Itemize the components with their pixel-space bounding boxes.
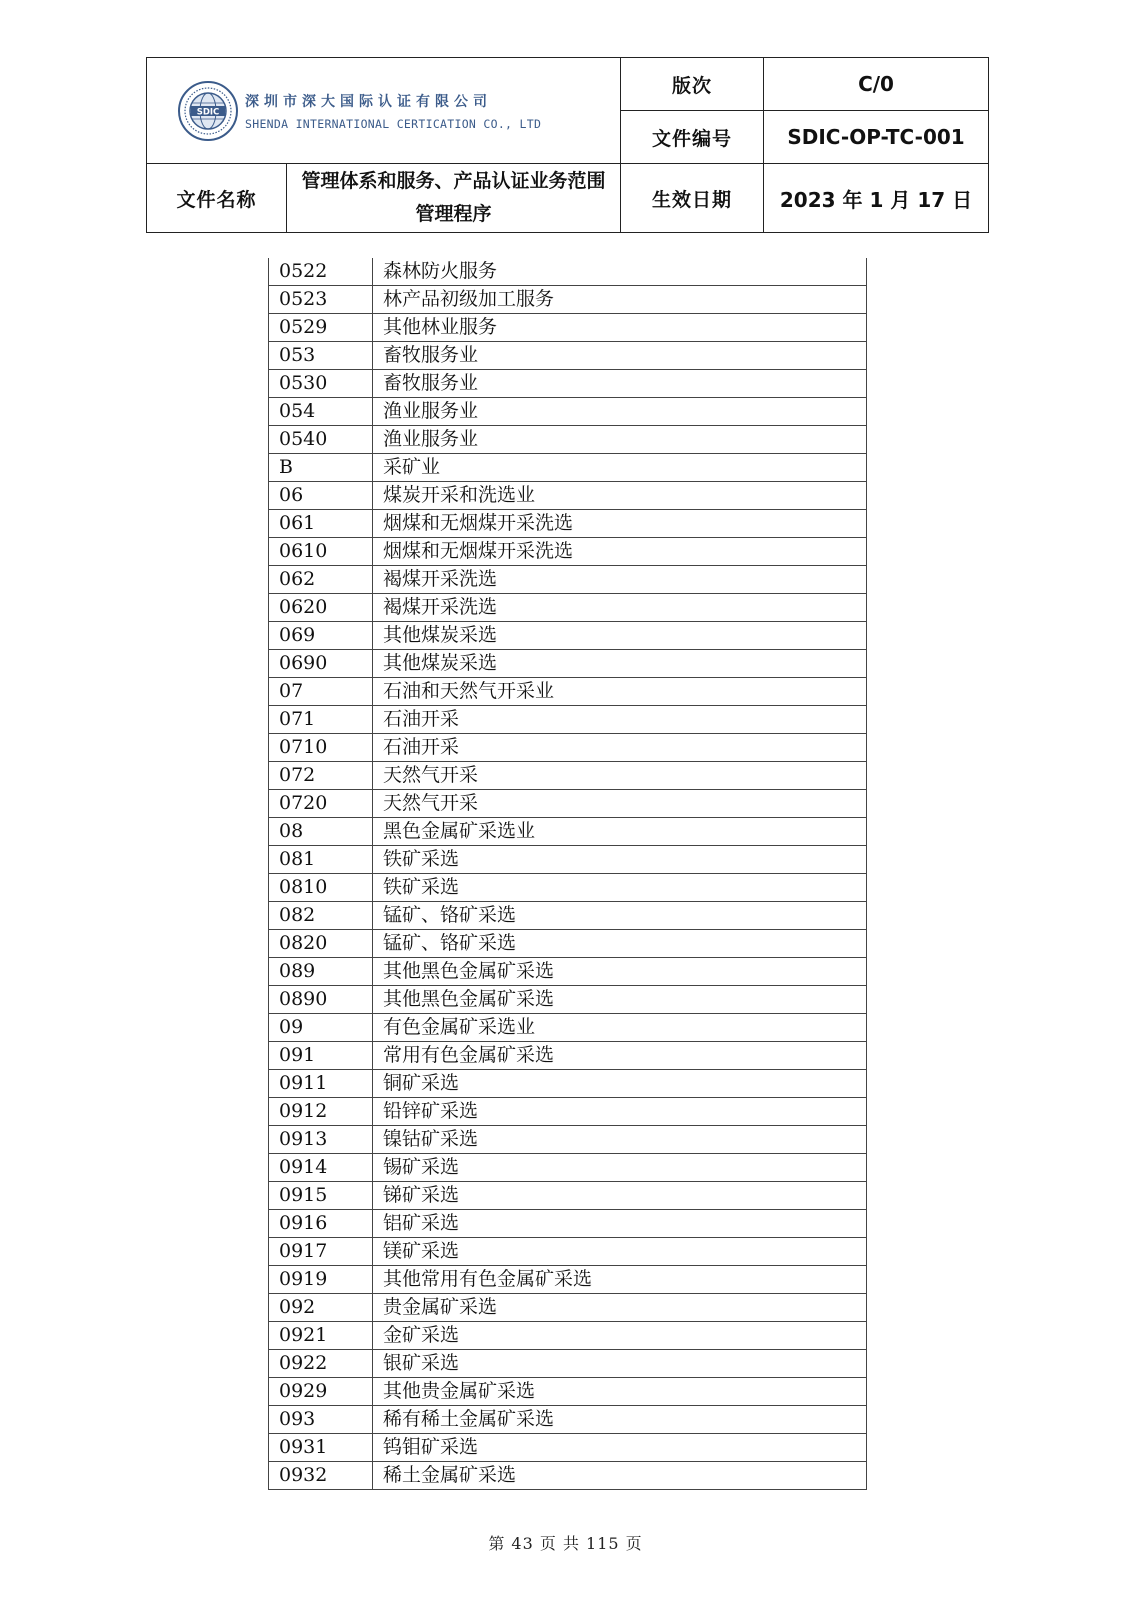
industry-name: 天然气开采 <box>373 762 867 790</box>
industry-code-table <box>268 258 867 1490</box>
industry-name: 渔业服务业 <box>373 398 867 426</box>
industry-name: 畜牧服务业 <box>373 342 867 370</box>
industry-name: 煤炭开采和洗选业 <box>373 482 867 510</box>
version-label: 版次 <box>621 58 764 111</box>
industry-code: 054 <box>269 398 373 426</box>
industry-code: 081 <box>269 846 373 874</box>
table-row <box>269 566 867 594</box>
industry-name: 褐煤开采洗选 <box>373 594 867 622</box>
industry-name: 烟煤和无烟煤开采洗选 <box>373 538 867 566</box>
industry-name: 林产品初级加工服务 <box>373 286 867 314</box>
industry-code: 0929 <box>269 1378 373 1406</box>
table-row <box>269 762 867 790</box>
table-row <box>269 1462 867 1490</box>
industry-name: 锰矿、铬矿采选 <box>373 902 867 930</box>
table-row <box>269 650 867 678</box>
table-row <box>269 622 867 650</box>
industry-code: 0915 <box>269 1182 373 1210</box>
table-row <box>269 1098 867 1126</box>
table-row <box>269 1378 867 1406</box>
industry-name: 有色金属矿采选业 <box>373 1014 867 1042</box>
industry-code: 071 <box>269 706 373 734</box>
table-row <box>269 1294 867 1322</box>
table-row <box>269 1182 867 1210</box>
industry-name: 石油和天然气开采业 <box>373 678 867 706</box>
industry-name: 铅锌矿采选 <box>373 1098 867 1126</box>
industry-name: 烟煤和无烟煤开采洗选 <box>373 510 867 538</box>
industry-name: 天然气开采 <box>373 790 867 818</box>
table-row <box>269 258 867 286</box>
table-row <box>269 1014 867 1042</box>
industry-name: 镍钴矿采选 <box>373 1126 867 1154</box>
industry-code-body <box>269 258 867 1490</box>
doc-name-value: 管理体系和服务、产品认证业务范围管理程序 <box>287 164 621 233</box>
industry-name: 渔业服务业 <box>373 426 867 454</box>
table-row <box>269 818 867 846</box>
industry-code: 08 <box>269 818 373 846</box>
industry-name: 稀土金属矿采选 <box>373 1462 867 1490</box>
industry-code: 0720 <box>269 790 373 818</box>
industry-code: 093 <box>269 1406 373 1434</box>
industry-code: 0522 <box>269 258 373 286</box>
industry-name: 石油开采 <box>373 706 867 734</box>
globe-logo-icon <box>177 80 239 142</box>
table-row <box>269 454 867 482</box>
industry-name: 其他煤炭采选 <box>373 650 867 678</box>
table-row <box>269 1210 867 1238</box>
doc-name-label: 文件名称 <box>147 164 287 233</box>
industry-name: 锡矿采选 <box>373 1154 867 1182</box>
industry-code: 053 <box>269 342 373 370</box>
industry-name: 石油开采 <box>373 734 867 762</box>
table-row <box>269 1154 867 1182</box>
industry-name: 锰矿、铬矿采选 <box>373 930 867 958</box>
table-row <box>269 706 867 734</box>
industry-name: 采矿业 <box>373 454 867 482</box>
industry-code: 0913 <box>269 1126 373 1154</box>
industry-name: 金矿采选 <box>373 1322 867 1350</box>
industry-code: 0921 <box>269 1322 373 1350</box>
table-row <box>269 1126 867 1154</box>
industry-code: 061 <box>269 510 373 538</box>
document-header <box>146 57 989 233</box>
table-row <box>269 846 867 874</box>
logo-text: SDIC <box>196 107 220 117</box>
table-row <box>269 426 867 454</box>
industry-code: 09 <box>269 1014 373 1042</box>
table-row <box>269 286 867 314</box>
industry-code: 0917 <box>269 1238 373 1266</box>
industry-code: 072 <box>269 762 373 790</box>
page-number: 第 43 页 共 115 页 <box>488 1534 643 1553</box>
table-row <box>269 1350 867 1378</box>
industry-name: 常用有色金属矿采选 <box>373 1042 867 1070</box>
industry-name: 褐煤开采洗选 <box>373 566 867 594</box>
effective-date-label: 生效日期 <box>621 164 764 233</box>
table-row <box>269 1434 867 1462</box>
industry-code: 0919 <box>269 1266 373 1294</box>
version-value: C/0 <box>764 58 989 111</box>
industry-code: 091 <box>269 1042 373 1070</box>
industry-code: 0890 <box>269 986 373 1014</box>
industry-code: 0932 <box>269 1462 373 1490</box>
company-name-en: SHENDA INTERNATIONAL CERTICATION CO., LTD <box>245 116 542 131</box>
industry-code: 0810 <box>269 874 373 902</box>
table-row <box>269 874 867 902</box>
industry-name: 铜矿采选 <box>373 1070 867 1098</box>
company-name-cn: 深圳市深大国际认证有限公司 <box>245 93 492 110</box>
table-row <box>269 1238 867 1266</box>
effective-date-value: 2023 年 1 月 17 日 <box>764 164 989 233</box>
industry-code: 082 <box>269 902 373 930</box>
industry-name: 其他林业服务 <box>373 314 867 342</box>
table-row <box>269 986 867 1014</box>
table-row <box>269 790 867 818</box>
industry-code: 0610 <box>269 538 373 566</box>
table-row <box>269 538 867 566</box>
company-logo-cell <box>147 58 621 164</box>
industry-name: 镁矿采选 <box>373 1238 867 1266</box>
industry-code: 0529 <box>269 314 373 342</box>
industry-code: 0911 <box>269 1070 373 1098</box>
table-row <box>269 510 867 538</box>
table-row <box>269 342 867 370</box>
industry-name: 其他煤炭采选 <box>373 622 867 650</box>
industry-code: 0820 <box>269 930 373 958</box>
table-row <box>269 314 867 342</box>
industry-code: 0523 <box>269 286 373 314</box>
industry-name: 其他贵金属矿采选 <box>373 1378 867 1406</box>
industry-name: 稀有稀土金属矿采选 <box>373 1406 867 1434</box>
industry-name: 森林防火服务 <box>373 258 867 286</box>
industry-name: 银矿采选 <box>373 1350 867 1378</box>
industry-name: 铁矿采选 <box>373 846 867 874</box>
industry-code: 0710 <box>269 734 373 762</box>
table-row <box>269 930 867 958</box>
industry-name: 畜牧服务业 <box>373 370 867 398</box>
table-row <box>269 1070 867 1098</box>
table-row <box>269 594 867 622</box>
table-row <box>269 734 867 762</box>
industry-name: 钨钼矿采选 <box>373 1434 867 1462</box>
industry-code: 06 <box>269 482 373 510</box>
industry-code: B <box>269 454 373 482</box>
industry-code: 0916 <box>269 1210 373 1238</box>
industry-code: 0690 <box>269 650 373 678</box>
table-row <box>269 370 867 398</box>
industry-code: 0620 <box>269 594 373 622</box>
table-row <box>269 398 867 426</box>
industry-code: 0912 <box>269 1098 373 1126</box>
table-row <box>269 1406 867 1434</box>
industry-code: 069 <box>269 622 373 650</box>
industry-name: 贵金属矿采选 <box>373 1294 867 1322</box>
industry-name: 其他黑色金属矿采选 <box>373 958 867 986</box>
industry-name: 其他常用有色金属矿采选 <box>373 1266 867 1294</box>
doc-number-value: SDIC-OP-TC-001 <box>764 111 989 164</box>
table-row <box>269 1266 867 1294</box>
industry-code: 092 <box>269 1294 373 1322</box>
industry-code: 0914 <box>269 1154 373 1182</box>
industry-code: 089 <box>269 958 373 986</box>
industry-name: 其他黑色金属矿采选 <box>373 986 867 1014</box>
industry-name: 黑色金属矿采选业 <box>373 818 867 846</box>
table-row <box>269 1042 867 1070</box>
industry-code: 07 <box>269 678 373 706</box>
industry-code: 0931 <box>269 1434 373 1462</box>
table-row <box>269 958 867 986</box>
doc-number-label: 文件编号 <box>621 111 764 164</box>
table-row <box>269 678 867 706</box>
industry-name: 铁矿采选 <box>373 874 867 902</box>
industry-code: 0922 <box>269 1350 373 1378</box>
industry-code: 0530 <box>269 370 373 398</box>
table-row <box>269 482 867 510</box>
industry-code: 0540 <box>269 426 373 454</box>
industry-name: 铝矿采选 <box>373 1210 867 1238</box>
table-row <box>269 1322 867 1350</box>
table-row <box>269 902 867 930</box>
industry-code: 062 <box>269 566 373 594</box>
industry-name: 锑矿采选 <box>373 1182 867 1210</box>
